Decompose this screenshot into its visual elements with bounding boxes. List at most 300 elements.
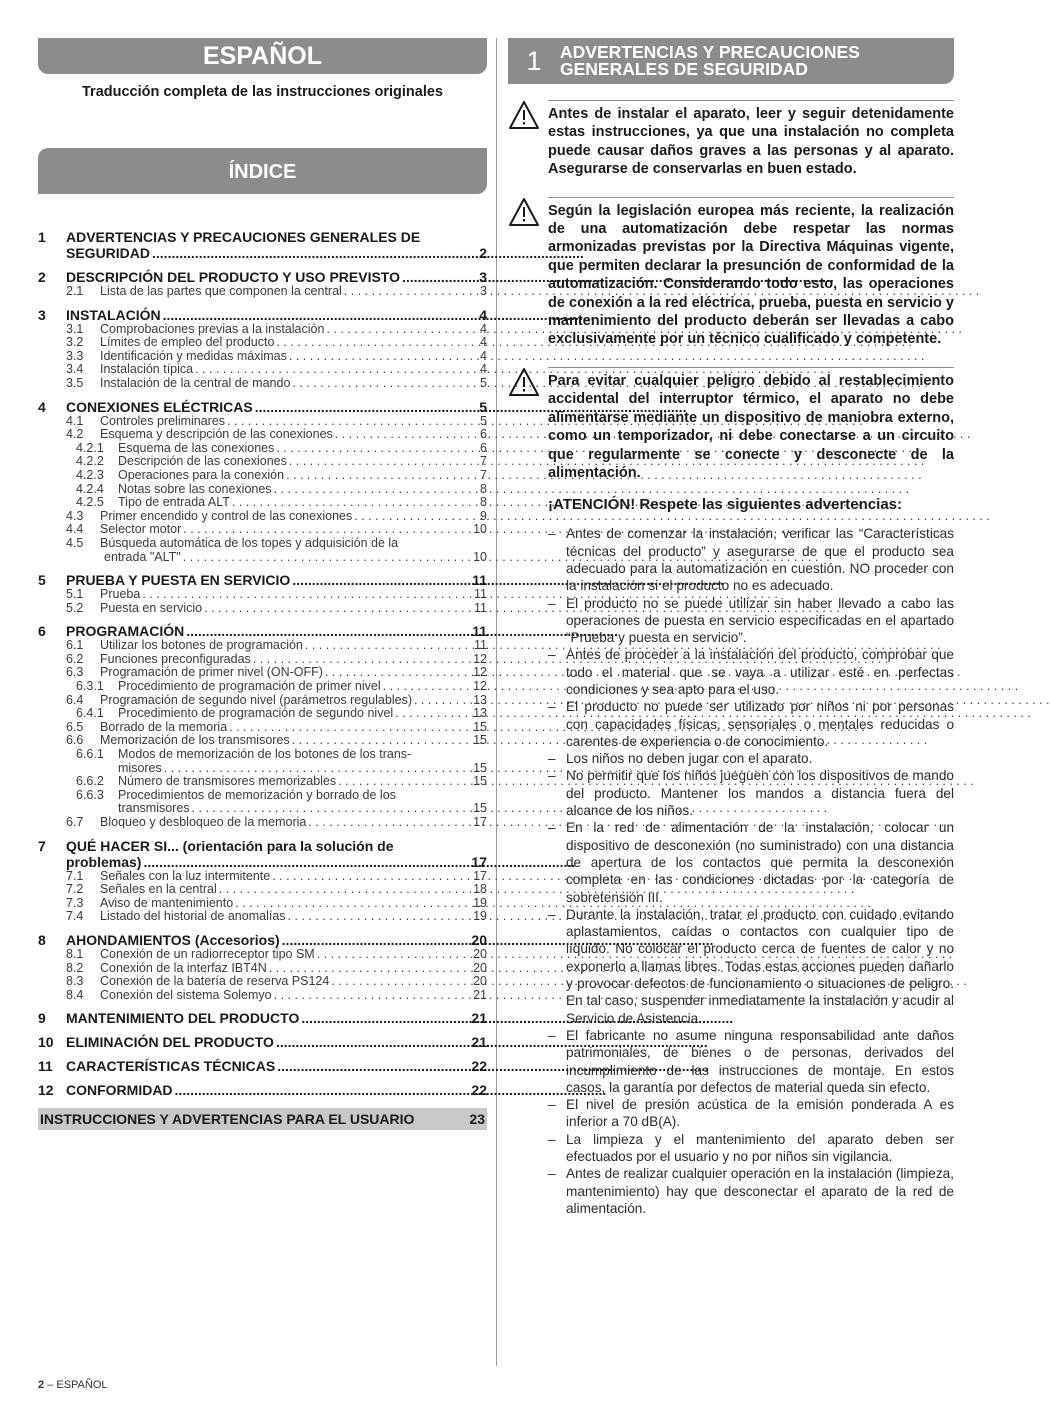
toc-number: 6.6.2 xyxy=(76,774,104,789)
toc-page-number: 20 xyxy=(473,974,487,989)
toc-leader-dots xyxy=(219,883,471,897)
toc-entry[interactable] xyxy=(38,455,487,469)
toc-entry[interactable] xyxy=(38,377,487,391)
toc-number: 4.4 xyxy=(66,522,84,537)
toc-entry[interactable] xyxy=(38,415,487,429)
toc-leader-dots xyxy=(292,377,473,391)
toc-page-number: 4 xyxy=(480,335,487,350)
warning-block-2 xyxy=(508,197,954,349)
toc-page-number: 9 xyxy=(480,508,487,523)
toc-leader-dots xyxy=(277,1058,469,1074)
attention-heading: ¡ATENCIÓN! Respete las siguientes advertencias: xyxy=(548,496,902,514)
toc-page-number: 21 xyxy=(471,1010,487,1027)
toc-number: 5.1 xyxy=(66,587,84,602)
toc-title: Procedimiento de programación de segundo nivel xyxy=(118,706,394,721)
toc-leader-dots xyxy=(354,510,473,524)
toc-title: Bloqueo y desbloqueo de la memoria xyxy=(100,815,307,829)
toc-page-number: 19 xyxy=(473,895,487,910)
warning-block-3 xyxy=(508,367,954,482)
section-title-line2: GENERALES DE SEGURIDAD xyxy=(560,59,808,79)
toc-leader-dots xyxy=(274,483,473,497)
toc-page-number: 18 xyxy=(473,882,487,897)
toc-title: CARACTERÍSTICAS TÉCNICAS xyxy=(66,1058,276,1075)
toc-leader-dots xyxy=(255,399,473,415)
toc-page-number: 6 xyxy=(480,440,487,455)
toc-page-number: 22 xyxy=(471,1082,487,1099)
toc-entry[interactable] xyxy=(38,245,487,261)
toc-title: Instalación de la central de mando xyxy=(100,375,291,390)
toc-leader-dots xyxy=(282,932,470,948)
toc-entry[interactable] xyxy=(38,551,487,565)
toc-title: Primer encendido y control de las conexiones xyxy=(100,508,353,523)
toc-page-number: 5 xyxy=(480,375,487,390)
toc-entry[interactable] xyxy=(38,854,487,870)
toc-page-number: 7 xyxy=(480,454,487,469)
toc-entry[interactable] xyxy=(38,694,487,708)
toc-entry[interactable] xyxy=(38,363,487,377)
warning-bullet-item: – En la red de alimentación de la instalación, colocar un dispositivo de desconexión (no suministrado) con una distancia de apertura de los contactos que permita la desconexión completa en las condiciones dictadas por la categoría de sobretensión III. xyxy=(566,819,954,905)
toc-title: Funciones preconfiguradas xyxy=(100,651,251,666)
toc-leader-dots xyxy=(325,666,471,680)
toc-entry[interactable] xyxy=(38,707,487,721)
toc-entry[interactable] xyxy=(38,748,487,762)
toc-entry[interactable] xyxy=(38,989,487,1003)
toc-title: entrada "ALT" xyxy=(104,549,181,564)
toc-entry[interactable] xyxy=(38,285,487,299)
warning-bullet-item: – Antes de proceder a la instalación del producto, comprobar que todo el material que se vaya a utilizar esté en perfectas condiciones y sea apto para el uso. xyxy=(566,646,954,698)
toc-number: 6.6.1 xyxy=(76,747,104,762)
warning-bullet-item: – La limpieza y el mantenimiento del aparato deben ser efectuados por el usuario y no por niños sin vigilancia. xyxy=(566,1131,954,1166)
toc-leader-dots xyxy=(195,363,473,377)
toc-number: 3 xyxy=(38,306,46,323)
toc-entry[interactable] xyxy=(38,948,487,962)
toc-number: 7.3 xyxy=(66,895,84,910)
toc-number: 4.5 xyxy=(66,535,84,550)
toc-title: Aviso de mantenimiento xyxy=(100,895,234,910)
toc-number: 8 xyxy=(38,931,46,948)
toc-leader-dots xyxy=(344,285,473,299)
toc-number: 8.3 xyxy=(66,974,84,989)
toc-number: 6.2 xyxy=(66,651,84,666)
toc-number: 6.3.1 xyxy=(76,679,104,694)
toc-page-number: 11 xyxy=(474,638,487,653)
toc-number: 6.6 xyxy=(66,733,84,748)
toc-number: 3.5 xyxy=(66,375,84,390)
toc-page-number: 15 xyxy=(473,733,487,748)
toc-title: Esquema de las conexiones xyxy=(118,440,275,455)
toc-page-number: 3 xyxy=(480,284,487,298)
toc-number: 7.1 xyxy=(66,868,84,883)
toc-entry[interactable] xyxy=(38,336,487,350)
toc-title: SEGURIDAD xyxy=(66,245,151,261)
toc-number: 4.2.1 xyxy=(76,440,104,455)
toc-leader-dots xyxy=(414,694,471,708)
toc-entry[interactable] xyxy=(38,838,487,854)
toc-page-number: 12 xyxy=(473,651,487,666)
toc-title: transmisores xyxy=(118,801,190,816)
toc-number: 6.1 xyxy=(66,638,84,653)
toc-leader-dots xyxy=(331,975,471,989)
toc-leader-dots xyxy=(229,721,471,735)
toc-page-number: 11 xyxy=(474,600,487,615)
toc-page-number: 5 xyxy=(480,413,487,428)
toc-leader-dots xyxy=(204,602,472,616)
left-column xyxy=(38,38,487,1130)
toc-number: 12 xyxy=(38,1082,54,1099)
warning-rule xyxy=(548,100,954,101)
toc-page-number: 17 xyxy=(471,853,487,870)
toc-number: 8.1 xyxy=(66,946,84,961)
toc-entry[interactable] xyxy=(38,897,487,911)
toc-leader-dots xyxy=(289,350,473,364)
toc-title: QUÉ HACER SI... (orientación para la solución de xyxy=(66,837,394,854)
toc-entry[interactable] xyxy=(38,1058,487,1074)
toc-leader-dots xyxy=(286,469,473,483)
toc-leader-dots xyxy=(338,775,471,789)
toc-number: 5 xyxy=(38,572,46,589)
toc-title: Procedimientos de memorización y borrado de los xyxy=(118,787,396,802)
toc-page-number: 11 xyxy=(472,572,487,589)
toc-leader-dots xyxy=(227,415,473,429)
toc-page-number: 3 xyxy=(479,269,487,285)
warning-bullet-item: – Durante la instalación, tratar el producto con cuidado evitando aplastamientos, caídas o contactos con cualquier tipo de líquido. No colocar el producto cerca de fuentes de calor y no exponerlo a llamas libres. Todas estas acciones pueden dañarlo y provocar defectos de funcionamiento o situaciones de peligro. En tal caso, suspender inmediatamente la instalación y acudir al Servicio de Asistencia. xyxy=(566,906,954,1027)
toc-title: Listado del historial de anomalías xyxy=(100,909,286,924)
toc-number: 6.5 xyxy=(66,719,84,734)
toc-title: DESCRIPCIÓN DEL PRODUCTO Y USO PREVISTO xyxy=(66,269,400,285)
toc-page-number: 11 xyxy=(474,587,487,602)
toc-leader-dots xyxy=(305,639,472,653)
toc-title: Prueba xyxy=(100,587,141,602)
section-title-line1: ADVERTENCIAS Y PRECAUCIONES xyxy=(560,42,860,62)
toc-page-number: 20 xyxy=(473,946,487,961)
toc-page-number: 19 xyxy=(473,909,487,924)
warning-triangle-icon xyxy=(508,197,540,227)
toc-entry[interactable] xyxy=(38,883,487,897)
toc-number: 3.4 xyxy=(66,362,84,377)
toc-title: Descripción de las conexiones xyxy=(118,454,287,469)
toc-leader-dots xyxy=(164,762,471,776)
toc-title: Operaciones para la conexión xyxy=(118,467,285,482)
toc-leader-dots xyxy=(288,910,472,924)
toc-entry[interactable] xyxy=(38,496,487,510)
warning-bullet-item: – El producto no se puede utilizar sin haber llevado a cabo las operaciones de puesta en servicio especificadas en el apartado “Prueba y puesta en servicio”. xyxy=(566,595,954,647)
toc-page-number: 20 xyxy=(473,960,487,975)
toc-leader-dots xyxy=(235,897,471,911)
toc-page-number: 17 xyxy=(473,868,487,883)
toc-title: Notas sobre las conexiones xyxy=(118,481,272,496)
toc-leader-dots xyxy=(335,428,473,442)
warning-triangle-icon xyxy=(508,100,540,130)
toc-leader-dots xyxy=(183,523,471,537)
footer-label: – ESPAÑOL xyxy=(47,1379,108,1391)
warning-triangle-icon xyxy=(508,367,540,397)
toc-leader-dots xyxy=(192,802,472,816)
toc-leader-dots xyxy=(186,623,470,639)
toc-page-number: 10 xyxy=(473,549,487,564)
toc-leader-dots xyxy=(326,323,473,337)
toc-page-number: 4 xyxy=(479,306,487,323)
toc-page-number: 8 xyxy=(480,481,487,496)
toc-number: 9 xyxy=(38,1010,46,1027)
toc-page-number: 4 xyxy=(480,321,487,336)
toc-entry[interactable] xyxy=(38,802,487,816)
toc-title: Señales en la central xyxy=(100,882,217,897)
toc-leader-dots xyxy=(175,1082,470,1098)
toc-entry[interactable] xyxy=(38,588,487,602)
toc-number: 2 xyxy=(38,269,46,285)
toc-page-number: 21 xyxy=(473,987,487,1002)
toc-entry[interactable] xyxy=(38,653,487,667)
user-instructions-bar[interactable] xyxy=(38,1108,487,1130)
toc-title: Esquema y descripción de las conexiones xyxy=(100,427,333,442)
toc-entry[interactable] xyxy=(38,1010,487,1026)
toc-entry[interactable] xyxy=(38,623,487,639)
toc-entry[interactable] xyxy=(38,229,487,245)
toc-title: Conexión de un radiorreceptor tipo SM xyxy=(100,946,315,961)
toc-title: Selector motor xyxy=(100,522,182,537)
warning-bullet-item: – No permitir que los niños jueguen con los dispositivos de mando del producto. Mantener los mandos a distancia fuera del alcance de los niños. xyxy=(566,767,954,819)
toc-leader-dots xyxy=(308,816,471,830)
toc-entry[interactable] xyxy=(38,602,487,616)
warning-rule xyxy=(548,197,954,198)
toc-number: 3.2 xyxy=(66,335,84,350)
toc-leader-dots xyxy=(276,336,473,350)
toc-number: 6.7 xyxy=(66,815,84,829)
warning-text: Para evitar cualquier peligro debido al restablecimiento accidental del interruptor térmico, el aparato no debe alimentarse mediante un dispositivo de maniobra externo, como un temporizador, ni debe conectarse a un circuito que regularmente se conecte y desconecte de la alimentación. xyxy=(548,372,954,481)
toc-page-number: 8 xyxy=(480,495,487,510)
toc-page-number: 21 xyxy=(471,1034,487,1051)
warning-bullet-item: – El producto no puede ser utilizado por niños ni por personas con capacidades físicas, sensoriales o mentales reducidas o carentes de experiencia o de conocimiento. xyxy=(566,698,954,750)
toc-number: 6.4 xyxy=(66,692,84,707)
toc-number: 7 xyxy=(38,837,46,854)
toc-entry[interactable] xyxy=(38,870,487,884)
toc-number: 6.4.1 xyxy=(76,706,104,721)
toc-title: PROGRAMACIÓN xyxy=(66,623,185,640)
toc-number: 1 xyxy=(38,229,46,245)
toc-title: Búsqueda automática de los topes y adquisición de la xyxy=(100,535,399,550)
toc-entry[interactable] xyxy=(38,350,487,364)
toc-title: Número de transmisores memorizables xyxy=(118,774,337,789)
toc-leader-dots xyxy=(163,307,473,323)
warning-bullet-item: – Antes de comenzar la instalación, verificar las “Características técnicas del producto” y asegurarse de que el producto sea adecuado para la automatización en cuestión. NO proceder con la instalación si el producto no es adecuado. xyxy=(566,525,954,594)
right-column xyxy=(508,38,954,1217)
toc-leader-dots xyxy=(292,572,470,588)
translation-subtitle: Traducción completa de las instrucciones originales xyxy=(82,84,443,100)
user-instructions-label: INSTRUCCIONES Y ADVERTENCIAS PARA EL USUARIO xyxy=(40,1111,415,1128)
toc-entry[interactable] xyxy=(38,523,487,537)
toc-number: 7.2 xyxy=(66,882,84,897)
toc-page-number: 4 xyxy=(480,362,487,377)
toc-title: Procedimiento de programación de primer nivel xyxy=(118,679,381,694)
toc-title: INSTALACIÓN xyxy=(66,306,161,323)
toc-title: Programación de segundo nivel (parámetros regulables) xyxy=(100,692,412,707)
toc-leader-dots xyxy=(383,680,471,694)
toc-page-number: 11 xyxy=(472,623,487,640)
toc-number: 4.3 xyxy=(66,508,84,523)
toc-leader-dots xyxy=(143,854,469,870)
toc-page-number: 20 xyxy=(471,931,487,948)
language-banner: ESPAÑOL xyxy=(38,38,487,74)
section-number: 1 xyxy=(526,45,542,76)
toc-title: ELIMINACIÓN DEL PRODUCTO xyxy=(66,1034,274,1051)
toc-page-number: 15 xyxy=(473,760,487,775)
toc-leader-dots xyxy=(142,588,472,602)
toc-entry[interactable] xyxy=(38,399,487,415)
toc-title: Señales con la luz intermitente xyxy=(100,868,271,883)
toc-entry[interactable] xyxy=(38,775,487,789)
toc-entry[interactable] xyxy=(38,442,487,456)
toc-number: 4.2 xyxy=(66,427,84,442)
toc-number: 4 xyxy=(38,398,46,415)
toc-number: 6 xyxy=(38,623,46,640)
toc-entry[interactable] xyxy=(38,639,487,653)
toc-title: Límites de empleo del producto xyxy=(100,335,275,350)
toc-entry[interactable] xyxy=(38,816,487,830)
toc-page-number: 7 xyxy=(480,467,487,482)
toc-entry[interactable] xyxy=(38,932,487,948)
toc-leader-dots xyxy=(274,989,471,1003)
toc-number: 7.4 xyxy=(66,909,84,924)
warning-bullet-item: – El nivel de presión acústica de la emisión ponderada A es inferior a 70 dB(A). xyxy=(566,1096,954,1131)
toc-entry[interactable] xyxy=(38,269,487,285)
toc-number: 8.2 xyxy=(66,960,84,975)
toc-entry[interactable] xyxy=(38,762,487,776)
section-banner xyxy=(508,38,954,84)
toc-number: 10 xyxy=(38,1034,54,1051)
toc-page-number: 12 xyxy=(473,665,487,680)
index-banner: ÍNDICE xyxy=(38,148,487,194)
toc-leader-dots xyxy=(183,551,471,565)
toc-title: problemas) xyxy=(66,853,142,870)
toc-entry[interactable] xyxy=(38,789,487,803)
toc-title: Lista de las partes que componen la central xyxy=(100,284,342,298)
toc-title: Modos de memorización de los botones de los trans- xyxy=(118,747,412,762)
toc-title: Utilizar los botones de programación xyxy=(100,638,303,653)
toc-page-number: 5 xyxy=(479,398,487,415)
toc-number: 4.2.5 xyxy=(76,495,104,510)
toc-leader-dots xyxy=(289,455,473,469)
warning-text: Según la legislación europea más reciente, la realización de una automatización debe respetar las normas armonizadas previstas por la Directiva Máquinas vigente, que permiten declarar la presunción de conformidad de la automatización. Considerando todo esto, las operaciones de conexión a la red eléctrica, prueba, puesta en servicio y mantenimiento del producto deberán ser llevadas a cabo exclusivamente por un técnico cualificado y competente. xyxy=(548,202,954,348)
toc-title: CONFORMIDAD xyxy=(66,1082,173,1099)
toc-page-number: 6 xyxy=(480,427,487,442)
toc-title: Conexión de la batería de reserva PS124 xyxy=(100,974,330,989)
warning-bullet-item: – Antes de realizar cualquier operación en la instalación (limpieza, mantenimiento) hay que desconectar el aparato de la red de alimentación. xyxy=(566,1165,954,1217)
toc-number: 4.2.4 xyxy=(76,481,104,496)
page-number: 2 xyxy=(38,1379,45,1391)
toc-page-number: 4 xyxy=(480,348,487,363)
warning-bullet-list xyxy=(508,525,954,1217)
toc-leader-dots xyxy=(272,870,471,884)
toc-title: PRUEBA Y PUESTA EN SERVICIO xyxy=(66,572,291,589)
toc-title: Programación de primer nivel (ON-OFF) xyxy=(100,665,323,680)
toc-page-number: 13 xyxy=(473,692,487,707)
toc-page-number: 15 xyxy=(473,774,487,789)
table-of-contents xyxy=(38,229,487,1098)
toc-title: Conexión del sistema Solemyo xyxy=(100,987,272,1002)
toc-leader-dots xyxy=(253,653,471,667)
toc-entry[interactable] xyxy=(38,428,487,442)
toc-leader-dots xyxy=(152,245,473,261)
toc-leader-dots xyxy=(292,734,471,748)
warning-rule xyxy=(548,367,954,368)
toc-entry[interactable] xyxy=(38,510,487,524)
toc-leader-dots xyxy=(395,707,471,721)
toc-leader-dots xyxy=(269,962,471,976)
toc-number: 4.2.2 xyxy=(76,454,104,469)
toc-number: 3.1 xyxy=(66,321,84,336)
toc-entry[interactable] xyxy=(38,1082,487,1098)
toc-entry[interactable] xyxy=(38,680,487,694)
toc-title: ADVERTENCIAS Y PRECAUCIONES GENERALES DE xyxy=(66,229,421,245)
toc-page-number: 15 xyxy=(473,801,487,816)
toc-leader-dots xyxy=(232,496,473,510)
toc-entry[interactable] xyxy=(38,734,487,748)
toc-leader-dots xyxy=(301,1010,469,1026)
toc-page-number: 15 xyxy=(473,719,487,734)
toc-number: 11 xyxy=(38,1058,53,1075)
warning-text: Antes de instalar el aparato, leer y seguir detenidamente estas instrucciones, ya que una instalación no completa puede causar daños graves a las personas y al aparato. Asegurarse de conservarlas en buen estado. xyxy=(548,106,954,178)
toc-number: 6.3 xyxy=(66,665,84,680)
toc-entry[interactable] xyxy=(38,721,487,735)
toc-title: Comprobaciones previas a la instalación xyxy=(100,321,325,336)
toc-page-number: 22 xyxy=(471,1058,487,1075)
toc-entry[interactable] xyxy=(38,975,487,989)
toc-title: misores xyxy=(118,760,162,775)
toc-entry[interactable] xyxy=(38,666,487,680)
toc-page-number: 13 xyxy=(473,706,487,721)
toc-entry[interactable] xyxy=(38,307,487,323)
toc-title: AHONDAMIENTOS (Accesorios) xyxy=(66,931,280,948)
toc-page-number: 2 xyxy=(479,245,487,261)
toc-title: Identificación y medidas máximas xyxy=(100,348,287,363)
toc-page-number: 17 xyxy=(473,815,487,829)
toc-title: Tipo de entrada ALT xyxy=(118,495,230,510)
toc-number: 4.2.3 xyxy=(76,467,104,482)
toc-number: 5.2 xyxy=(66,600,84,615)
toc-title: Controles preliminares xyxy=(100,413,226,428)
toc-leader-dots xyxy=(276,442,473,456)
toc-entry[interactable] xyxy=(38,572,487,588)
toc-entry[interactable] xyxy=(38,483,487,497)
toc-page-number: 10 xyxy=(473,522,487,537)
warning-bullet-item: – El fabricante no asume ninguna responsabilidad ante daños patrimoniales, de bienes o de personas, derivados del incumplimiento de las instrucciones de montaje. En estos casos, la garantía por defectos de material queda sin efecto. xyxy=(566,1027,954,1096)
warning-block-1 xyxy=(508,100,954,179)
toc-entry[interactable] xyxy=(38,1034,487,1050)
toc-number: 6.6.3 xyxy=(76,787,104,802)
page-footer xyxy=(38,1379,108,1391)
toc-leader-dots xyxy=(276,1034,469,1050)
toc-leader-dots xyxy=(317,948,471,962)
toc-entry[interactable] xyxy=(38,910,487,924)
toc-leader-dots xyxy=(402,269,473,285)
toc-entry[interactable] xyxy=(38,962,487,976)
toc-title: Memorización de los transmisores xyxy=(100,733,290,748)
user-instructions-page: 23 xyxy=(469,1111,485,1128)
toc-title: Conexión de la interfaz IBT4N xyxy=(100,960,267,975)
toc-entry[interactable] xyxy=(38,323,487,337)
toc-title: MANTENIMIENTO DEL PRODUCTO xyxy=(66,1010,300,1027)
toc-number: 3.3 xyxy=(66,348,84,363)
toc-entry[interactable] xyxy=(38,469,487,483)
toc-entry[interactable] xyxy=(38,537,487,551)
toc-number: 2.1 xyxy=(66,284,84,298)
toc-title: Puesta en servicio xyxy=(100,600,203,615)
section-title xyxy=(560,44,860,78)
toc-title: Instalación típica xyxy=(100,362,194,377)
warning-bullet-item: – Los niños no deben jugar con el aparato. xyxy=(566,750,954,767)
toc-title: CONEXIONES ELÉCTRICAS xyxy=(66,398,253,415)
toc-number: 4.1 xyxy=(66,413,84,428)
